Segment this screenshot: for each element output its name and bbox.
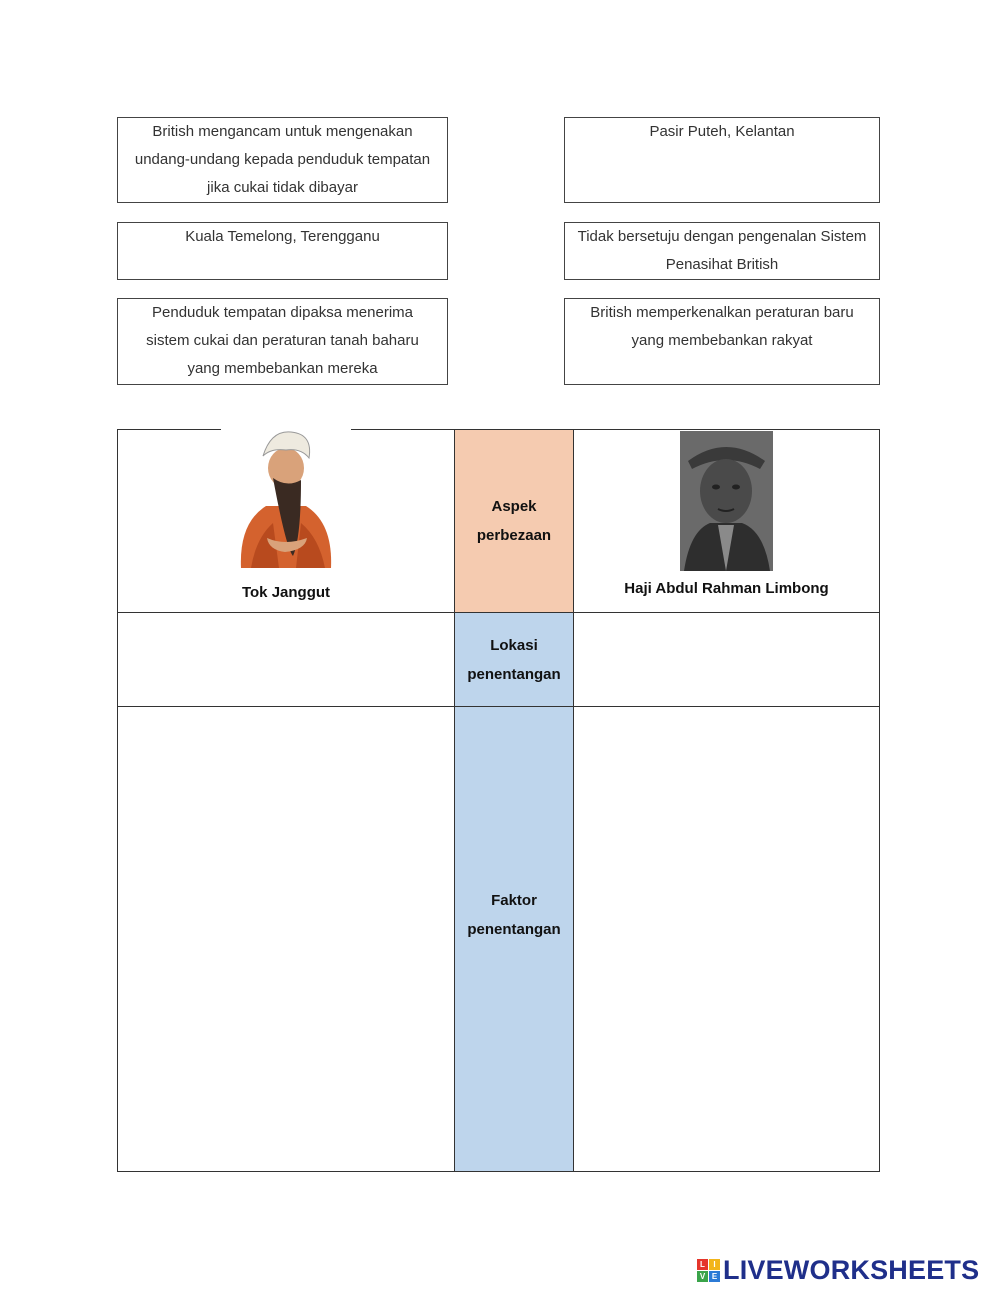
tok-janggut-factor-drop[interactable] <box>117 706 455 1172</box>
answer-card[interactable]: British mengancam untuk mengenakan undang-undang kepada penduduk tempatan jika cukai tidak dibayar <box>117 117 448 203</box>
badge-letter: I <box>709 1259 720 1270</box>
location-row-cell <box>454 612 574 707</box>
live-badge-icon <box>697 1259 720 1282</box>
answer-card[interactable]: Kuala Temelong, Terengganu <box>117 222 448 280</box>
brand-text: LIVEWORKSHEETS <box>723 1254 980 1285</box>
tok-janggut-portrait <box>221 428 351 574</box>
factor-row-cell <box>454 706 574 1172</box>
badge-letter: V <box>697 1271 708 1282</box>
limbong-factor-drop[interactable] <box>573 706 880 1172</box>
aspect-header-label: Aspek perbezaan <box>476 498 552 544</box>
badge-letter: E <box>709 1271 720 1282</box>
tok-janggut-header-cell <box>117 429 455 613</box>
location-row-label: Lokasi penentangan <box>467 636 561 683</box>
liveworksheets-logo <box>697 1253 979 1287</box>
answer-card[interactable]: Tidak bersetuju dengan pengenalan Sistem Penasihat British <box>564 222 880 280</box>
answer-card[interactable]: Penduduk tempatan dipaksa menerima sistem cukai dan peraturan tanah baharu yang membebankan mereka <box>117 298 448 385</box>
factor-row-label: Faktor penentangan <box>467 892 561 938</box>
badge-letter: L <box>697 1259 708 1270</box>
limbong-header-cell <box>573 429 880 613</box>
tok-janggut-name: Tok Janggut <box>241 584 331 601</box>
tok-janggut-location-drop[interactable] <box>117 612 455 707</box>
answer-card[interactable]: Pasir Puteh, Kelantan <box>564 117 880 203</box>
limbong-location-drop[interactable] <box>573 612 880 707</box>
aspect-header-cell <box>454 429 574 613</box>
haji-abdul-rahman-limbong-portrait <box>680 431 773 571</box>
limbong-name: Haji Abdul Rahman Limbong <box>624 580 829 597</box>
comparison-table <box>117 429 880 1172</box>
answer-card[interactable]: British memperkenalkan peraturan baru yang membebankan rakyat <box>564 298 880 385</box>
